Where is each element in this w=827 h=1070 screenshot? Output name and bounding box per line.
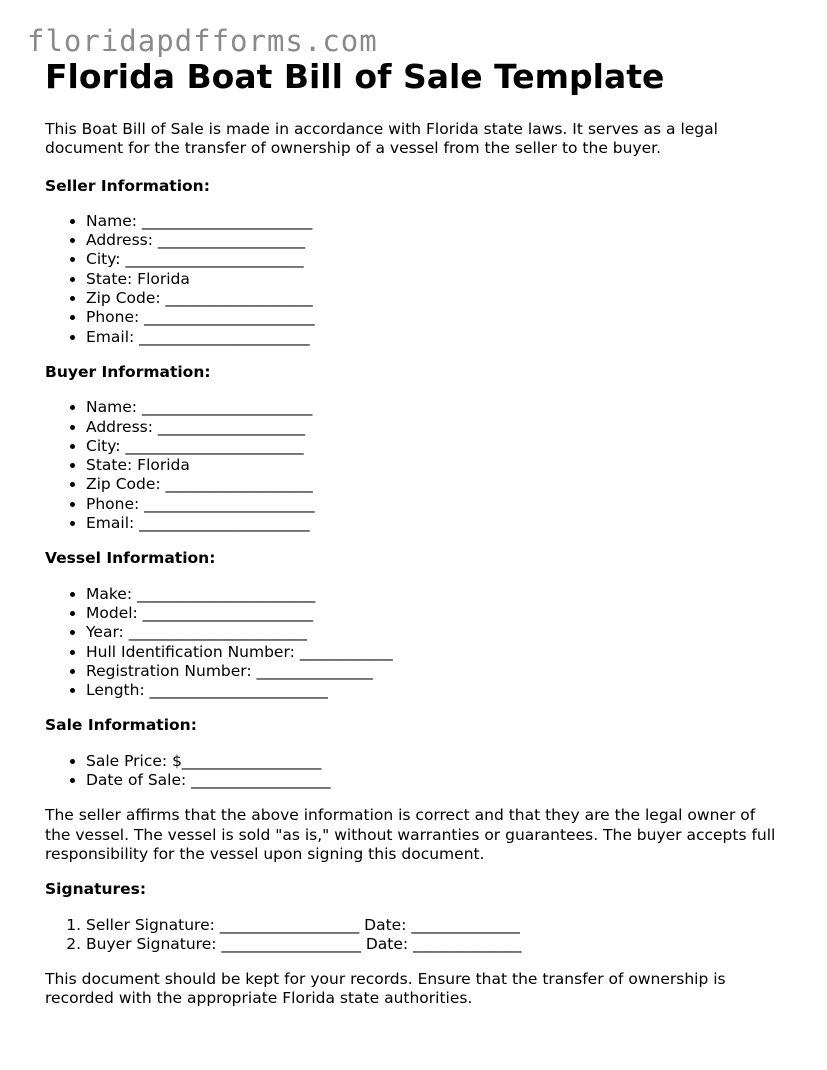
seller-email-item: • Email: ______________________ (86, 328, 785, 347)
seller-signature-item: 1. Seller Signature: __________________ Date: ______________ (86, 916, 785, 935)
vessel-list (45, 585, 785, 701)
seller-phone-item: • Phone: ______________________ (86, 308, 785, 327)
seller-list (45, 212, 785, 347)
seller-name-item: • Name: ______________________ (86, 212, 785, 231)
buyer-heading: Buyer Information: (45, 362, 211, 381)
vessel-hin-item: • Hull Identification Number: ____________ (86, 643, 785, 662)
buyer-state-item: • State: Florida (86, 456, 785, 475)
document-body (45, 120, 785, 1009)
sale-list (45, 752, 785, 791)
buyer-city-item: • City: _______________________ (86, 437, 785, 456)
seller-address-item: • Address: ___________________ (86, 231, 785, 250)
seller-zip-item: • Zip Code: ___________________ (86, 289, 785, 308)
buyer-phone-item: • Phone: ______________________ (86, 495, 785, 514)
affirmation-paragraph: The seller affirms that the above information is correct and that they are the legal owner of the vessel. The vessel is sold "as is," without warranties or guarantees. The buyer accepts full responsibility for the vessel upon signing this document. (45, 806, 776, 863)
site-watermark: floridapdfforms.com (27, 24, 378, 58)
vessel-registration-item: • Registration Number: _______________ (86, 662, 785, 681)
closing-paragraph: This document should be kept for your records. Ensure that the transfer of ownership is recorded with the appropriate Florida state authorities. (45, 970, 726, 1008)
seller-heading: Seller Information: (45, 176, 210, 195)
vessel-model-item: • Model: ______________________ (86, 604, 785, 623)
vessel-length-item: • Length: _______________________ (86, 681, 785, 700)
buyer-email-item: • Email: ______________________ (86, 514, 785, 533)
buyer-list (45, 398, 785, 533)
vessel-year-item: • Year: _______________________ (86, 623, 785, 642)
buyer-zip-item: • Zip Code: ___________________ (86, 475, 785, 494)
signatures-heading: Signatures: (45, 880, 147, 899)
sale-price-item: • Sale Price: $__________________ (86, 752, 785, 771)
signatures-list (45, 916, 785, 955)
intro-paragraph: This Boat Bill of Sale is made in accordance with Florida state laws. It serves as a legal document for the transfer of ownership of a vessel from the seller to the buyer. (45, 120, 718, 158)
buyer-signature-item: 2. Buyer Signature: __________________ Date: ______________ (86, 935, 785, 954)
vessel-heading: Vessel Information: (45, 549, 216, 568)
buyer-name-item: • Name: ______________________ (86, 398, 785, 417)
page-title: Florida Boat Bill of Sale Template (45, 57, 665, 96)
buyer-address-item: • Address: ___________________ (86, 418, 785, 437)
sale-heading: Sale Information: (45, 716, 197, 735)
seller-city-item: • City: _______________________ (86, 250, 785, 269)
seller-state-item: • State: Florida (86, 270, 785, 289)
vessel-make-item: • Make: _______________________ (86, 585, 785, 604)
sale-date-item: • Date of Sale: __________________ (86, 771, 785, 790)
